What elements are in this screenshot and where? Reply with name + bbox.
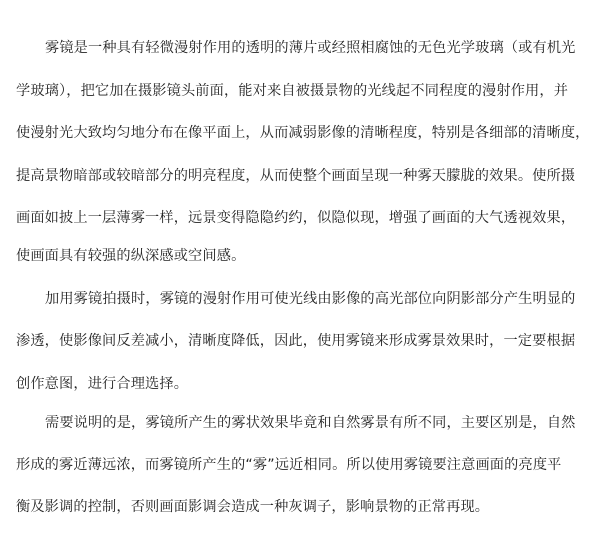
paragraph-3-line-2: 形成的雾近薄远浓，而雾镜所产生的“雾”远近相同。所以使用雾镜要注意画面的亮度平 xyxy=(16,457,562,473)
paragraph-1-line-1: 雾镜是一种具有轻微漫射作用的透明的薄片或经照相腐蚀的无色光学玻璃（或有机光 xyxy=(45,40,576,56)
paragraph-3-line-3: 衡及影调的控制，否则画面影调会造成一种灰调子，影响景物的正常再现。 xyxy=(16,499,490,515)
paragraph-2-line-1: 加用雾镜拍摄时，雾镜的漫射作用可使光线由影像的高光部位向阴影部分产生明显的 xyxy=(45,291,576,307)
paragraph-1-line-5: 画面如披上一层薄雾一样，远景变得隐隐约约，似隐似现，增强了画面的大气透视效果， xyxy=(16,210,576,226)
paragraph-1-line-4: 提高景物暗部或较暗部分的明亮程度，从而使整个画面呈现一种雾天朦胧的效果。使所摄 xyxy=(16,168,576,184)
paragraph-1-line-6: 使画面具有较强的纵深感或空间感。 xyxy=(16,248,246,264)
paragraph-1-line-2: 学玻璃），把它加在摄影镜头前面，能对来自被摄景物的光线起不同程度的漫射作用，并 xyxy=(16,83,569,99)
paragraph-2-line-3: 创作意图，进行合理选择。 xyxy=(16,376,189,392)
paragraph-1-line-3: 使漫射光大致均匀地分布在像平面上，从而减弱影像的清晰程度，特别是各细部的清晰度， xyxy=(16,125,590,141)
paragraph-2-line-2: 渗透，使影像间反差减小，清晰度降低，因此，使用雾镜来形成雾景效果时，一定要根据 xyxy=(16,333,576,349)
paragraph-3-line-1: 需要说明的是，雾镜所产生的雾状效果毕竟和自然雾景有所不同，主要区别是，自然 xyxy=(45,415,576,431)
